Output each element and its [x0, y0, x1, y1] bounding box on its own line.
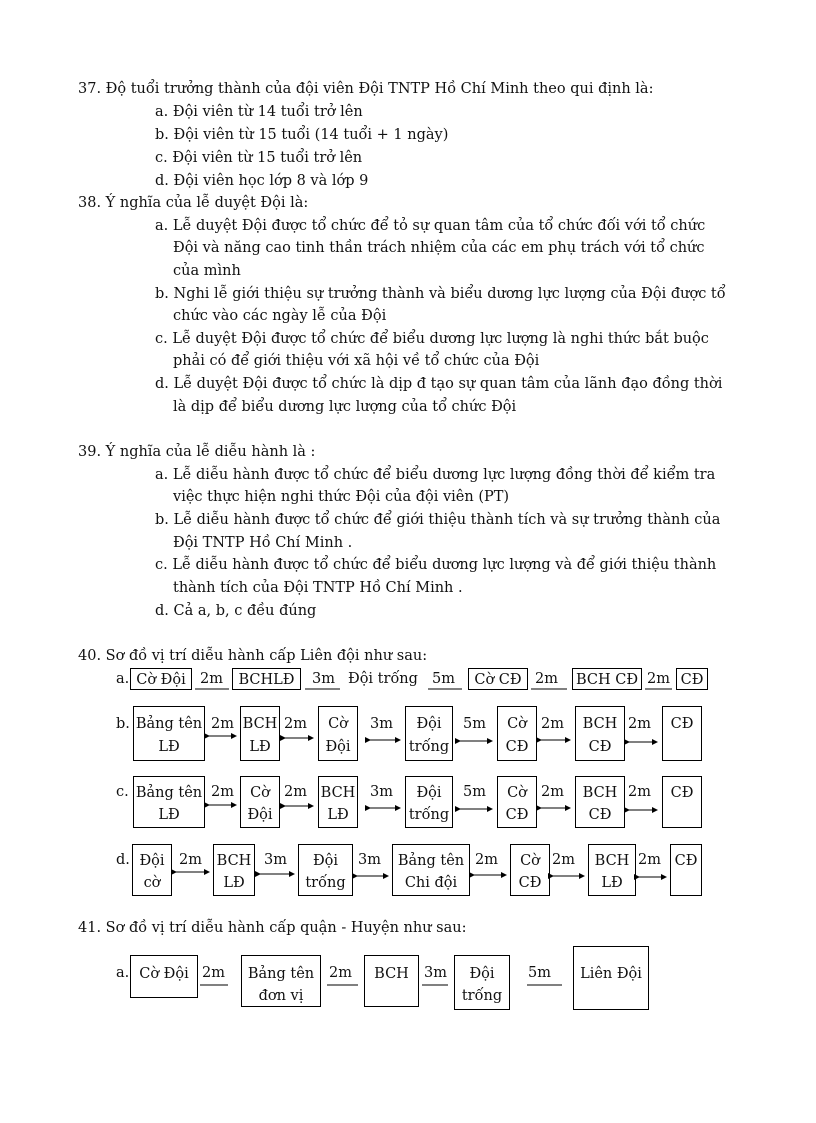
- q41-a-gap: 2m: [329, 965, 352, 981]
- q40-d-gap: 3m: [358, 852, 381, 868]
- q41-a-label: a.: [116, 965, 130, 981]
- q40-c-box-text: Đội: [247, 807, 273, 823]
- q40-c-gap: 5m: [463, 784, 486, 800]
- q40-b-box-text: CĐ: [588, 739, 612, 755]
- q40-c-box-text: CĐ: [588, 807, 612, 823]
- q40-c-box-text: LĐ: [158, 807, 180, 823]
- q40-c-box-text: BCH: [320, 785, 356, 801]
- q40-d-box-text: BCH: [216, 853, 252, 869]
- q38-option-b-cont: chức vào các ngày lễ của Đội: [173, 308, 387, 324]
- q40-a-box-text: CĐ: [680, 672, 704, 688]
- q40-c-gap: 2m: [541, 784, 564, 800]
- q40-a-box-text: Đội trống: [348, 671, 418, 687]
- q41-a-box-text: Đội: [469, 966, 495, 982]
- q40-b-box-text: BCH: [582, 716, 618, 732]
- q40-c-gap: 2m: [284, 784, 307, 800]
- q37-option-b: b. Đội viên từ 15 tuổi (14 tuổi + 1 ngày): [155, 127, 449, 143]
- q38-option-b: b. Nghi lễ giới thiệu sự trưởng thành và biểu dương lực lượng của Đội được tổ: [155, 286, 726, 302]
- q40-c-box-text: Bảng tên: [135, 785, 203, 801]
- q40-d-gap: 2m: [552, 852, 575, 868]
- q41-a-box-text: Cờ Đội: [139, 966, 189, 982]
- q39-title: 39. Ý nghĩa của lễ diễu hành là :: [78, 444, 316, 460]
- q40-c-label: c.: [116, 784, 129, 800]
- q37-option-d: d. Đội viên học lớp 8 và lớp 9: [155, 173, 369, 189]
- q40-b-box-text: Cờ: [328, 716, 348, 732]
- q41-a-box-text: Bảng tên: [247, 966, 315, 982]
- q40-c-box-text: Cờ: [250, 785, 270, 801]
- q38-option-d: d. Lễ duyệt Đội được tổ chức là dịp đ tạo sự quan tâm của lãnh đạo đồng thời: [155, 376, 723, 392]
- q38-option-c-cont: phải có để giới thiệu với xã hội về tổ chức của Đội: [173, 353, 540, 369]
- q40-d-gap: 2m: [475, 852, 498, 868]
- q40-d-box-text: Cờ: [520, 853, 540, 869]
- q40-c-gap: 3m: [370, 784, 393, 800]
- q40-b-gap: 2m: [628, 716, 651, 732]
- q40-b-box-text: CĐ: [670, 716, 694, 732]
- q38-option-d-cont: là dịp để biểu dương lực lượng của tổ chức Đội: [173, 399, 517, 415]
- q39-option-d: d. Cả a, b, c đều đúng: [155, 603, 317, 619]
- q40-a-label: a.: [116, 671, 130, 687]
- q40-d-box-text: Chi đội: [404, 875, 458, 891]
- q39-option-c-cont: thành tích của Đội TNTP Hồ Chí Minh .: [173, 580, 463, 596]
- q40-d-box-text: BCH: [594, 853, 630, 869]
- q40-b-box-text: LĐ: [158, 739, 180, 755]
- q40-d-box-text: Đội: [139, 853, 165, 869]
- q39-option-b-cont: Đội TNTP Hồ Chí Minh .: [173, 535, 353, 551]
- q40-title: 40. Sơ đồ vị trí diễu hành cấp Liên đội như sau:: [78, 648, 428, 664]
- q40-d-gap: 2m: [638, 852, 661, 868]
- q41-a-box-text: trống: [461, 988, 503, 1004]
- q40-d-label: d.: [116, 852, 130, 868]
- q40-c-box-text: CĐ: [505, 807, 529, 823]
- q40-b-box-text: CĐ: [505, 739, 529, 755]
- q38-option-a-cont: Đội và năng cao tinh thần trách nhiệm của các em phụ trách với tổ chức: [173, 240, 705, 256]
- q41-a-gap: 2m: [202, 965, 225, 981]
- q40-b-box-text: trống: [408, 739, 450, 755]
- q39-option-b: b. Lễ diễu hành được tổ chức để giới thiệu thành tích và sự trưởng thành của: [155, 512, 721, 528]
- q40-d-box-text: LĐ: [601, 875, 623, 891]
- q40-d-box-text: Bảng tên: [397, 853, 465, 869]
- q40-c-box-text: trống: [408, 807, 450, 823]
- q40-b-box-text: Đội: [325, 739, 351, 755]
- q40-b-box-text: Đội: [416, 716, 442, 732]
- q40-a-box-text: BCH CĐ: [575, 672, 639, 688]
- q40-b-box-text: LĐ: [249, 739, 271, 755]
- q41-a-gap: 5m: [528, 965, 551, 981]
- q40-b-box-text: Cờ: [507, 716, 527, 732]
- q38-option-c: c. Lễ duyệt Đội được tổ chức để biểu dương lực lượng là nghi thức bắt buộc: [155, 331, 709, 347]
- q40-d-gap: 2m: [179, 852, 202, 868]
- q40-d-box-text: CĐ: [674, 853, 698, 869]
- q40-a-gap: 5m: [432, 671, 455, 687]
- q38-option-a-cont: của mình: [173, 263, 241, 279]
- q40-b-label: b.: [116, 716, 130, 732]
- q40-c-box-text: BCH: [582, 785, 618, 801]
- q39-option-a: a. Lễ diễu hành được tổ chức để biểu dương lực lượng đồng thời để kiểm tra: [155, 467, 716, 483]
- q37-option-a: a. Đội viên từ 14 tuổi trở lên: [155, 104, 363, 120]
- q38-option-a: a. Lễ duyệt Đội được tổ chức để tỏ sự quan tâm của tổ chức đối với tổ chức: [155, 218, 706, 234]
- q40-a-gap: 2m: [200, 671, 223, 687]
- q40-d-box-text: CĐ: [518, 875, 542, 891]
- q41-a-box-text: Liên Đội: [580, 966, 642, 982]
- q40-b-box-text: Bảng tên: [135, 716, 203, 732]
- q40-a-box-text: BCHLĐ: [238, 672, 295, 688]
- q40-d-box-text: Đội: [312, 853, 339, 869]
- q40-c-gap: 2m: [211, 784, 234, 800]
- q41-a-box-text: đơn vị: [258, 988, 304, 1004]
- q41-a-gap: 3m: [424, 965, 447, 981]
- q40-a-box-text: Cờ CĐ: [474, 672, 522, 688]
- q40-a-gap: 2m: [535, 671, 558, 687]
- q40-b-gap: 2m: [211, 716, 234, 732]
- q40-d-gap: 3m: [264, 852, 287, 868]
- q40-b-gap: 3m: [370, 716, 393, 732]
- q37-title: 37. Độ tuổi trưởng thành của đội viên Đội TNTP Hồ Chí Minh theo qui định là:: [78, 81, 654, 97]
- q40-b-gap: 5m: [463, 716, 486, 732]
- q40-c-box-text: Đội: [416, 785, 442, 801]
- q40-a-gap: 3m: [312, 671, 335, 687]
- q39-option-c: c. Lễ diễu hành được tổ chức để biểu dương lực lượng và để giới thiệu thành: [155, 557, 717, 573]
- q37-option-c: c. Đội viên từ 15 tuổi trở lên: [155, 150, 363, 166]
- q39-option-a-cont: việc thực hiện nghi thức Đội của đội viên (PT): [173, 489, 510, 505]
- q40-a-gap: 2m: [647, 671, 670, 687]
- q40-c-box-text: CĐ: [670, 785, 694, 801]
- q40-d-box-text: LĐ: [223, 875, 245, 891]
- q40-d-box-text: cờ: [143, 875, 161, 891]
- q40-b-box-text: BCH: [242, 716, 278, 732]
- q40-a-box-text: Cờ Đội: [136, 672, 186, 688]
- q40-b-gap: 2m: [541, 716, 564, 732]
- q40-c-gap: 2m: [628, 784, 651, 800]
- q41-title: 41. Sơ đồ vị trí diễu hành cấp quận - Huyện như sau:: [78, 920, 467, 936]
- q40-b-gap: 2m: [284, 716, 307, 732]
- q41-a-box-text: BCH: [374, 966, 409, 982]
- q40-d-box-text: trống: [305, 875, 346, 891]
- q40-c-box-text: Cờ: [507, 785, 527, 801]
- q40-c-box-text: LĐ: [327, 807, 349, 823]
- q38-title: 38. Ý nghĩa của lễ duyệt Đội là:: [78, 195, 309, 211]
